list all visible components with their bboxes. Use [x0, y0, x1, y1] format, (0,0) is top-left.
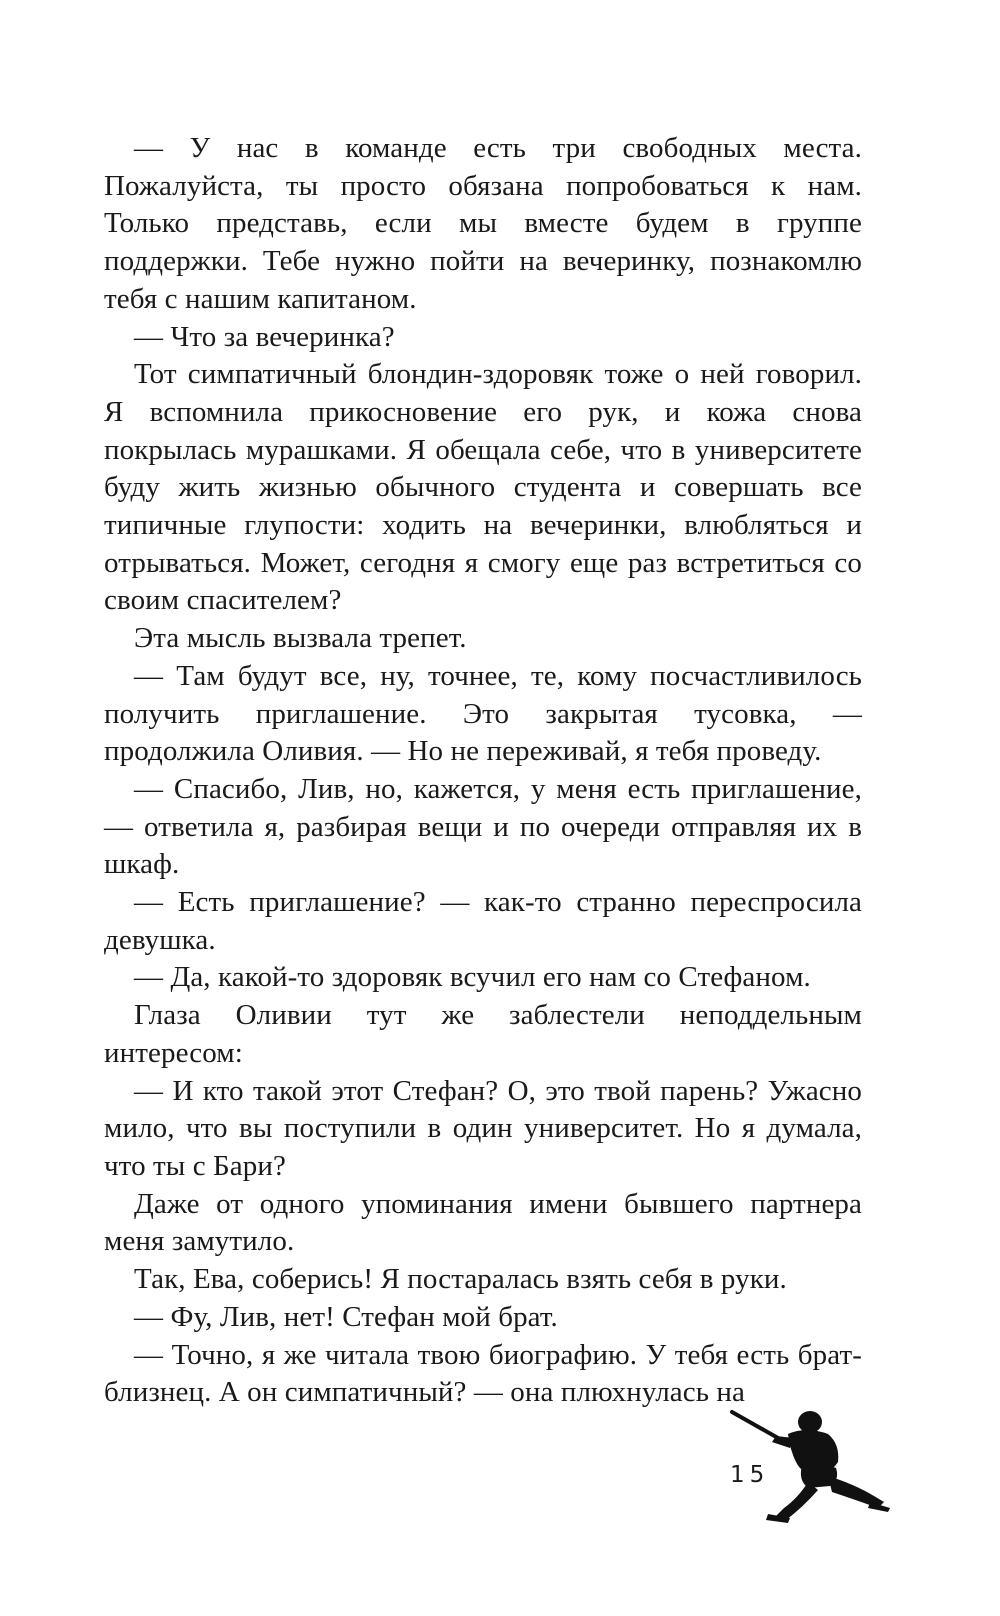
paragraph: — У нас в команде есть три свободных места. Пожалуйста, ты просто обязана попробоваться к нам. Только представь, если мы вместе будем в группе поддержки. Тебе нужно пойти на вечеринку, познакомлю тебя с нашим капитаном. [104, 132, 862, 315]
paragraph: Глаза Оливии тут же заблестели неподдельным интересом: [104, 999, 862, 1069]
paragraph: Даже от одного упоминания имени бывшего партнера меня замутило. [104, 1187, 862, 1258]
paragraph: — Там будут все, ну, точнее, те, кому посчастливилось получить приглашение. Это закрытая тусовка, — продолжила Оливия. — Но не переживай, я тебя проведу. [104, 659, 862, 768]
page-number: 15 [730, 1462, 770, 1488]
paragraph: — Фу, Лив, нет! Стефан мой брат. [134, 1300, 558, 1333]
paragraph: Тот симпатичный блондин-здоровяк тоже о ней говорил. Я вспомнила прикосновение его рук, и кожа снова покрылась мурашками. Я обещала себе, что в университете буду жить жизнью обычного студента и совершать все типичные глупости: ходить на вечеринки, влюбляться и отрываться. Может, сегодня я смогу еще раз встретиться со своим спасителем? [104, 358, 862, 617]
paragraph: Так, Ева, соберись! Я постаралась взять себя в руки. [134, 1263, 787, 1296]
paragraph: — Точно, я же читала твою биографию. У тебя есть брат-близнец. А он симпатичный? — она плюхнулась на [104, 1338, 862, 1409]
paragraph: — И кто такой этот Стефан? О, это твой парень? Ужасно мило, что вы поступили в один университет. Но я думала, что ты с Бари? [104, 1074, 862, 1182]
paragraph: — Спасибо, Лив, но, кажется, у меня есть приглашение, — ответила я, разбирая вещи и по очереди отправляя их в шкаф. [104, 772, 862, 881]
paragraph: Эта мысль вызвала трепет. [134, 622, 467, 655]
paragraph: — Есть приглашение? — как-то странно переспросила девушка. [104, 886, 862, 956]
paragraph: — Что за вечеринка? [134, 320, 395, 353]
hockey-player-icon [728, 1404, 896, 1526]
paragraph: — Да, какой-то здоровяк всучил его нам со Стефаном. [134, 961, 811, 994]
body-text [104, 130, 862, 1412]
